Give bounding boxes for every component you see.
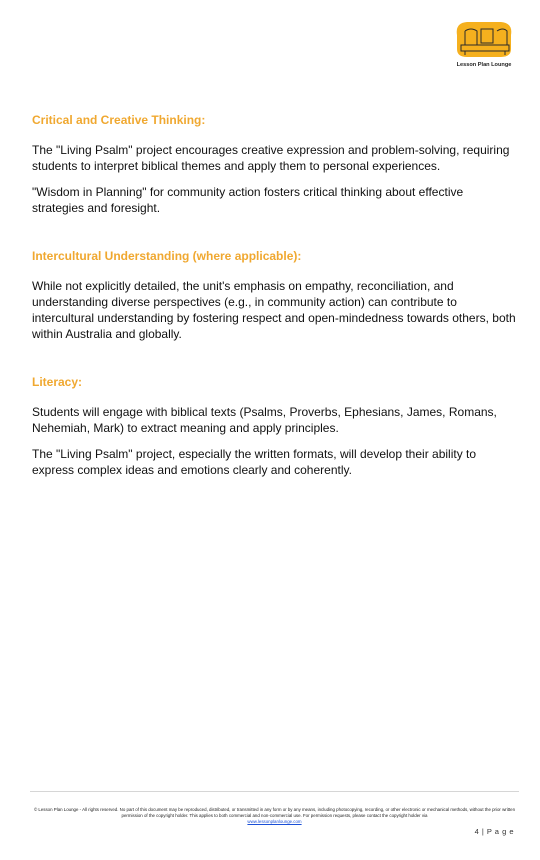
- section-heading: Literacy:: [32, 375, 83, 389]
- paragraph: "Wisdom in Planning" for community action fosters critical thinking about effective strategies and foresight.: [32, 185, 464, 215]
- copyright-text: © Lesson Plan Lounge - All rights reserved. No part of this document may be reproduced, distributed, or transmitted in any form or by any means, including photocopying, recording, or other electronic or mechanical methods, without the prior written permission of the copyright holder. This applies to both commercial and non-commercial use. For permission requests, please contact the copyright holder via: [33, 807, 516, 819]
- page-number-value: 4: [474, 827, 480, 836]
- section-heading: Intercultural Understanding (where applicable):: [32, 249, 302, 263]
- section-intercultural-understanding: [32, 249, 518, 342]
- website-link[interactable]: www.lessonplanlounge.com: [247, 819, 302, 825]
- footer-copyright: [30, 807, 519, 826]
- brand-logo: [451, 19, 517, 71]
- footer-divider: [30, 791, 519, 792]
- paragraph: The "Living Psalm" project, especially the written formats, will develop their ability to express complex ideas and emotions clearly and coherently.: [32, 447, 477, 477]
- sofa-logo-icon: [451, 19, 517, 63]
- page-label: | P a g e: [481, 827, 514, 836]
- document-body: [32, 113, 518, 511]
- logo-text: Lesson Plan Lounge: [456, 62, 512, 68]
- paragraph: While not explicitly detailed, the unit's emphasis on empathy, reconciliation, and understanding diverse perspectives (e.g., in community action) can contribute to intercultural understanding by fostering respect and open-mindedness towards others, both within Australia and globally.: [32, 279, 516, 341]
- page-number: [475, 827, 514, 836]
- section-literacy: [32, 375, 518, 478]
- section-heading: Critical and Creative Thinking:: [32, 113, 206, 127]
- paragraph: The "Living Psalm" project encourages creative expression and problem-solving, requiring students to interpret biblical themes and apply them to personal experiences.: [32, 143, 510, 173]
- paragraph: Students will engage with biblical texts (Psalms, Proverbs, Ephesians, James, Romans, Nehemiah, Mark) to extract meaning and apply principles.: [32, 405, 497, 435]
- section-critical-creative-thinking: [32, 113, 518, 216]
